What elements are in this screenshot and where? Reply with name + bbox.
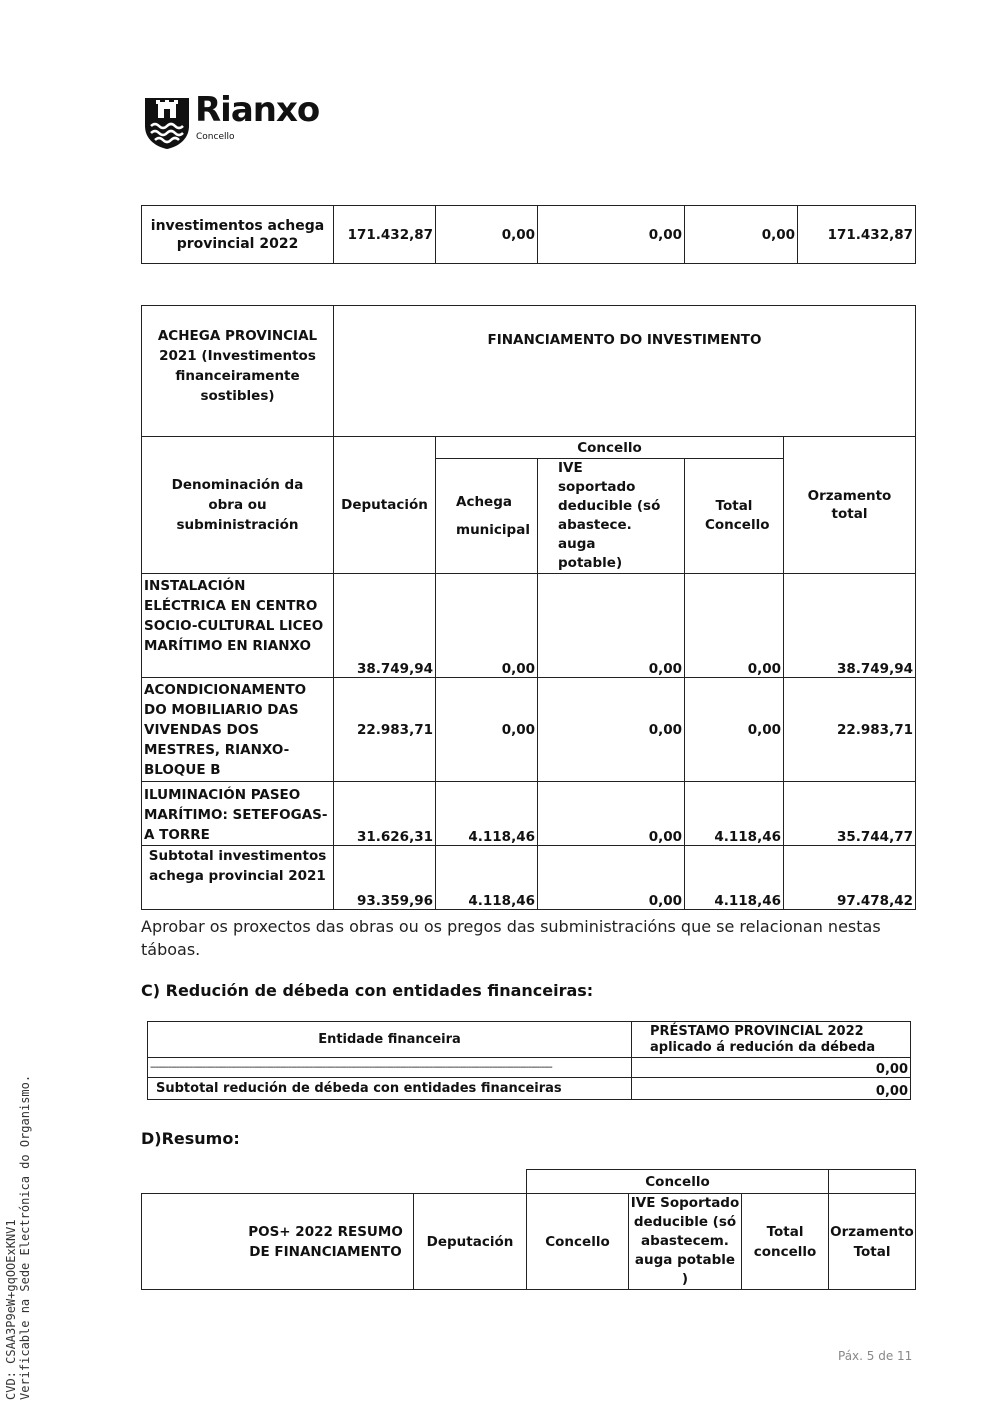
col-header-ive: IVE Soportado deducible (só abastecem. auga potable ) (629, 1194, 742, 1290)
col-header-ive: IVE soportado deducible (só abastece. auga potable) (538, 459, 685, 574)
row-ive: 0,00 (538, 678, 685, 782)
financing-header: FINANCIAMENTO DO INVESTIMENTO (334, 306, 916, 437)
subtotal-total-concello: 4.118,46 (685, 846, 784, 910)
col-header-name: Denominación da obra ou subministración (142, 437, 334, 574)
page-number: Páx. 5 de 11 (838, 1349, 913, 1363)
col-header-achega: Achega municipal (436, 459, 538, 574)
section-c-heading: C) Redución de débeda con entidades financeiras: (141, 981, 594, 1000)
row-deputacion: 22.983,71 (334, 678, 436, 782)
table-2022-subtotal (141, 205, 916, 264)
table-row (142, 206, 916, 264)
col-header-total-concello: Total Concello (685, 459, 784, 574)
value-achega: 0,00 (436, 206, 538, 264)
summary-title: POS+ 2022 RESUMO DE FINANCIAMENTO (142, 1194, 414, 1290)
row-orzamento: 38.749,94 (784, 574, 916, 678)
row-deputacion: 31.626,31 (334, 782, 436, 846)
table-summary (141, 1169, 916, 1290)
concello-header: Concello (527, 1170, 829, 1194)
table-row (142, 782, 916, 846)
empty-cell (142, 1170, 414, 1194)
col-header-concello: Concello (527, 1194, 629, 1290)
row-ive: 0,00 (538, 574, 685, 678)
row-orzamento: 35.744,77 (784, 782, 916, 846)
value-orzamento: 171.432,87 (798, 206, 916, 264)
col-header-deputacion: Deputación (414, 1194, 527, 1290)
subtotal-orzamento: 97.478,42 (784, 846, 916, 910)
loan-value: 0,00 (632, 1058, 911, 1078)
table-row (142, 437, 916, 459)
col-header-loan: PRÉSTAMO PROVINCIAL 2022 aplicado á redución da débeda (632, 1022, 911, 1058)
row-deputacion: 38.749,94 (334, 574, 436, 678)
row-name: INSTALACIÓN ELÉCTRICA EN CENTRO SOCIO-CULTURAL LICEO MARÍTIMO EN RIANXO (142, 574, 334, 678)
table-row (148, 1022, 911, 1058)
verification-code-line: CVD: CSAA3P9eW+gqOOExKNV1 (4, 1219, 18, 1400)
subtotal-label: Subtotal redución de débeda con entidades financeiras (148, 1078, 632, 1100)
subtotal-row (142, 846, 916, 910)
table-row (148, 1058, 911, 1078)
subtotal-achega: 4.118,46 (436, 846, 538, 910)
col-header-total-concello: Total concello (742, 1194, 829, 1290)
col-header-entity: Entidade financeira (148, 1022, 632, 1058)
table-title: ACHEGA PROVINCIAL 2021 (Investimentos financeiramente sostibles) (142, 306, 334, 437)
row-total-concello: 0,00 (685, 574, 784, 678)
empty-cell (829, 1170, 916, 1194)
row-label: investimentos achega provincial 2022 (142, 206, 334, 264)
approval-paragraph: Aprobar os proxectos das obras ou os pregos das subministracións que se relacionan nestas táboas. (141, 917, 881, 959)
row-achega: 0,00 (436, 574, 538, 678)
table-row (142, 574, 916, 678)
value-deputacion: 171.432,87 (334, 206, 436, 264)
verification-note-line: Verificable na Sede Electrónica do Organismo. (18, 1074, 32, 1400)
row-name: ILUMINACIÓN PASEO MARÍTIMO: SETEFOGAS-A TORRE (142, 782, 334, 846)
row-achega: 4.118,46 (436, 782, 538, 846)
row-total-concello: 4.118,46 (685, 782, 784, 846)
value-total-concello: 0,00 (685, 206, 798, 264)
verification-code (4, 1075, 32, 1400)
concello-header: Concello (436, 437, 784, 459)
logo-subtitle: Concello (196, 132, 235, 142)
coat-of-arms-icon (143, 96, 191, 150)
row-ive: 0,00 (538, 782, 685, 846)
row-name: ACONDICIONAMENTO DO MOBILIARIO DAS VIVENDAS DOS MESTRES, RIANXO-BLOQUE B (142, 678, 334, 782)
col-header-orzamento: Orzamento total (784, 437, 916, 574)
row-total-concello: 0,00 (685, 678, 784, 782)
empty-cell (414, 1170, 527, 1194)
table-debt-reduction (147, 1021, 911, 1100)
section-d-heading: D)Resumo: (141, 1129, 240, 1148)
logo-wordmark: Rianxo (195, 90, 320, 130)
table-achega-2021 (141, 305, 916, 910)
table-row (142, 1170, 916, 1194)
subtotal-deputacion: 93.359,96 (334, 846, 436, 910)
rianxo-logo (143, 90, 343, 152)
subtotal-row (148, 1078, 911, 1100)
empty-entity-row: ---------------------------------------------------------------------------------------------------------------------------------------------------------- (148, 1058, 632, 1078)
subtotal-label: Subtotal investimentos achega provincial 2021 (142, 846, 334, 910)
table-row (142, 306, 916, 437)
table-row (142, 678, 916, 782)
table-row (142, 1194, 916, 1290)
value-ive: 0,00 (538, 206, 685, 264)
row-orzamento: 22.983,71 (784, 678, 916, 782)
col-header-orzamento: Orzamento Total (829, 1194, 916, 1290)
col-header-deputacion: Deputación (334, 437, 436, 574)
subtotal-value: 0,00 (632, 1078, 911, 1100)
row-achega: 0,00 (436, 678, 538, 782)
subtotal-ive: 0,00 (538, 846, 685, 910)
